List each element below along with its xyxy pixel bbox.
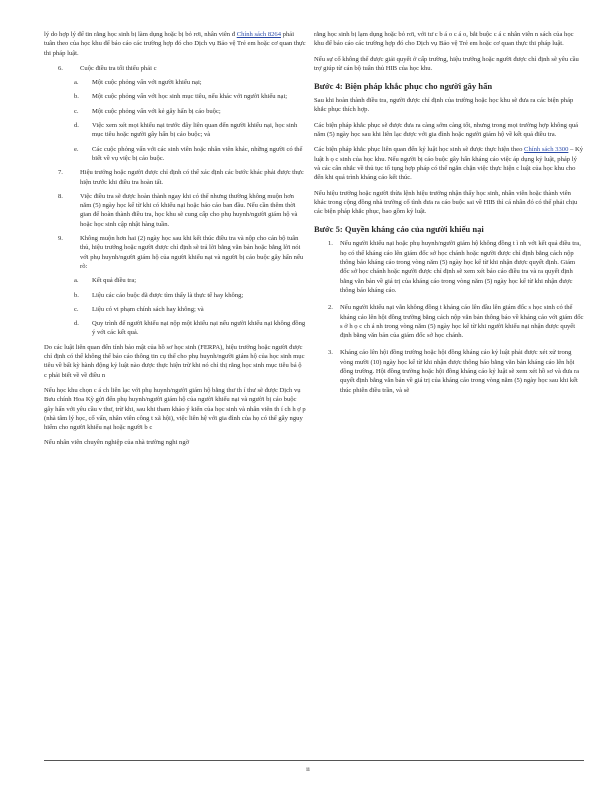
item-text: Việc điều tra sẽ được hoàn thành ngay khi có thể nhưng thường không muộn hơn năm (5) ngày học kể từ khi có khiếu nại hoặc báo cáo ban đầu. Nếu cần thêm thời gian để hoàn thành điều tra, học khu sẽ cung cấp cho phụ huynh/người giám hộ và hoặc học sinh cập nhật hàng tuần. [80,192,298,228]
sub-item-text: Liệu có vi phạm chính sách hay không; và [92,305,204,313]
right-numbered-list [314,239,584,394]
sub-item-text: Một cuộc phỏng vấn với kẻ gây hấn bị cáo buộc; [92,107,221,115]
sub-item-letter: d. [74,320,79,328]
intro-text: lý do hợp lý để tin rằng học sinh bị làm dụng hoặc bị bỏ rơi, nhân viên đ [44,31,236,38]
sub-item-text: Một cuộc phỏng vấn với người khiếu nại; [92,79,202,87]
sub-item [44,78,306,87]
sub-item-letter: e. [74,145,79,153]
sub-item-letter: d. [74,122,79,130]
list-item [44,64,306,73]
intro-text-cont: phải tuân theo của học khu để báo cáo các trường hợp đó cho Dịch vụ Bảo vệ Trẻ em hoặc cơ quan thực thi pháp luật. [44,31,306,57]
sub-item-text: Liệu các cáo buộc đã được tìm thấy là thực tế hay không; [92,291,244,299]
appeal-item [314,303,584,340]
sub-item-letter: c. [74,305,79,313]
false-report-paragraph: Nếu hiệu trưởng hoặc người thừa lệnh hiệu trưởng nhận thấy học sinh, nhân viên hoặc thành viên khác trong cộng đồng nhà trường cố tình đưa ra cáo buộc sai về HIB thì cá nhân đó có thể phải chịu các biện pháp khắc phục, bao gồm kỷ luật. [314,189,578,216]
item-number: 7. [58,169,63,177]
sub-item [44,121,306,140]
sub-item [44,319,306,338]
sub-item [44,276,306,285]
appeal-item [314,239,584,295]
item-number: 8. [58,192,63,200]
sub-item-text: Kết quả điều tra; [92,277,137,285]
policy-3300-link[interactable]: Chính sách 3300 [524,146,569,154]
item-text: Nếu người khiếu nại hoặc phụ huynh/người giám hộ không đồng t ì nh với kết quả điều tra, họ có thể kháng cáo lên giám đốc sở học chánh hoặc người được chỉ định bằng cách nộp thông báo kháng cáo trong vòng năm (5) ngày học kể từ khi nhận được quyết định. Giám đốc sở học chánh hoặc người được chỉ định sẽ xem xét báo cáo điều tra và ra quyết định bằng văn bản về giá trị của kháng cáo trong vòng năm (5) ngày học kể từ khi nhận được thông báo kháng cáo. [340,240,581,294]
reporting-paragraph: rằng học sinh bị lạm dụng hoặc bỏ rơi, với tư c b á o c á o, bắt buộc c á c nhân viên n sách của học khu để báo cáo các trường hợp đó cho Dịch vụ Bảo vệ Trẻ em hoặc cơ quan thực thi pháp luật. [314,31,574,48]
sub-item [44,291,306,300]
intro-paragraph [44,30,306,58]
sub-item [44,92,306,101]
sub-item-letter: a. [74,277,79,285]
remedy-paragraph: Sau khi hoàn thành điều tra, người được chỉ định của trường hoặc học khu sẽ đưa ra các biện pháp khắc phục thích hợp. [314,97,574,114]
ferpa-paragraph: Do các luật liên quan đến tính bảo mật của hồ sơ học sinh (FERPA), hiệu trưởng hoặc người được chỉ định có thể không thể báo cáo thông tin cụ thể cho phụ huynh/người giám hộ của học sinh mục tiêu về bất kỳ hành động kỷ luật nào được thực hiện trừ khi nó chỉ thị rằng học sinh mục tiêu bá ộ c phải biết về về điều n [44,343,305,379]
mail-paragraph: Nếu học khu chọn c á ch liên lạc với phụ huynh/người giám hộ bằng thư th í thư sẽ được Dịch vụ Bưu chính Hoa Kỳ gửi đến phụ huynh/người giám hộ của người khiếu nại và người bị cáo buộc gây hấn với yêu cầu v thư, trừ khi, sau khi tham khảo ý kiến của học sinh và nhân viên th í ch h ợ p (nhà tâm lý học, cố vấn, nhân viên công t xã hội), việc liên hệ với gia đình của họ có thể gây nguy hiểm cho người khiếu nại hoặc người b c [44,386,306,432]
sub-item-letter: b. [74,291,79,299]
item-number: 3. [328,349,333,357]
step5-heading: Bước 5: Quyền kháng cáo của người khiếu nại [314,224,484,235]
sub-item-letter: c. [74,107,79,115]
item-number: 6. [58,64,63,72]
list-item [44,192,306,229]
left-column [44,30,306,454]
escalation-paragraph: Nếu sự cố không thể được giải quyết ở cấp trường, hiệu trưởng hoặc người được chỉ định sẽ yêu cầu trợ giúp từ cán bộ tuân thủ HIB của học khu. [314,55,579,72]
sub-item [44,305,306,314]
appeal-item [314,348,584,394]
sub-item-text: Quy trình để người khiếu nại nộp một khiếu nại nếu người khiếu nại không đồng ý với các kết quả. [92,320,306,337]
suspicion-paragraph: Nếu nhân viên chuyên nghiệp của nhà trường nghi ngờ [44,439,190,447]
item-text: Cuộc điều tra tối thiểu phải c [80,64,157,72]
sub-item [44,107,306,116]
sub-item-text: Một cuộc phỏng vấn với học sinh mục tiêu, nếu khác với người khiếu nại; [92,93,288,101]
step4-heading: Bước 4: Biện pháp khắc phục cho người gây hấn [314,81,493,92]
discipline-text: Các biện pháp khắc phục liên quan đến kỷ luật học sinh sẽ được thực hiện theo [314,146,523,154]
left-numbered-list [44,64,306,338]
item-text: Kháng cáo lên hội đồng trường hoặc hội đồng kháng cáo kỷ luật phải được xét xử trong vòng mười (10) ngày học kể từ khi nhận được thông báo bằng văn bản kháng cáo lên hội đồng trường. Hội đồng trường hoặc hội đồng kháng cáo kỷ luật sẽ xem xét hồ sơ và đưa ra quyết định bằng văn bản về giá trị của kháng cáo trong vòng năm (5) ngày học sau khi kết thúc phiên điều trần, và sẽ [340,349,580,394]
item-number: 9. [58,235,63,243]
discipline-paragraph [314,145,584,182]
right-column [314,30,584,403]
item-text: Không muộn hơn hai (2) ngày học sau khi kết thúc điều tra và nộp cho cán bộ tuân thủ, hiệu trưởng hoặc người được chỉ định sẽ trả lời bằng văn bản hoặc bằng lời nói với phụ huynh/người giám hộ của người khiếu nại và người bị cáo buộc gây hấn nếu rõ: [80,235,304,270]
item-number: 1. [328,240,333,248]
sub-item-text: Các cuộc phỏng vấn với các sinh viên hoặc nhân viên khác, những người có thể biết về vụ việc bị cáo buộc. [92,145,303,162]
list-item [44,168,306,187]
item-text: Nếu người khiếu nại vẫn không đồng t kháng cáo lên đầu lên giám đốc s học sinh có thể kháng cáo lên hội đồng trường bằng cách nộp văn bản thông báo về kháng cáo với giám đốc s ở h ọ c ch á nh trong vòng năm (5) ngày học kể từ khi người khiếu nại nhận được quyết định bằng văn bản của giám đốc sở học chánh. [340,304,584,340]
item-number: 2. [328,304,333,312]
discipline-text-cont: – Kỷ luật h ọ c sinh của học khu. Nếu người bị cáo buộc gây hấn kháng cáo việc áp dụng kỷ luật, pháp lý và các cân nhắc về thủ tục tố tụng hợp pháp có thể ngăn chặn việc thực hiện c luật của học khu cho đến khi quá trình kháng cáo kết thúc. [314,146,584,182]
sub-item-letter: b. [74,93,79,101]
footer-rule [44,760,584,761]
policy-8264-link[interactable]: Chính sách 8264 [236,31,282,38]
timing-paragraph: Các biện pháp khắc phục sẽ được đưa ra càng sớm càng tốt, nhưng trong mọi trường hợp không quá năm (5) ngày học sau khi liên lạc được với gia đình hoặc người giám hộ về kết quả điều tra. [314,121,579,139]
sub-item-letter: a. [74,79,79,87]
item-text: Hiệu trưởng hoặc người được chỉ định có thể xác định các bước khác phải được thực hiện trước khi điều tra hoàn tất. [80,169,304,186]
sub-item [44,145,306,164]
list-item [44,234,306,271]
sub-item-text: Việc xem xét mọi khiếu nại trước đây liên quan đến người khiếu nại, học sinh mục tiêu hoặc người gây hấn bị cáo buộc; và [92,122,298,139]
page-number: ii [306,766,310,773]
